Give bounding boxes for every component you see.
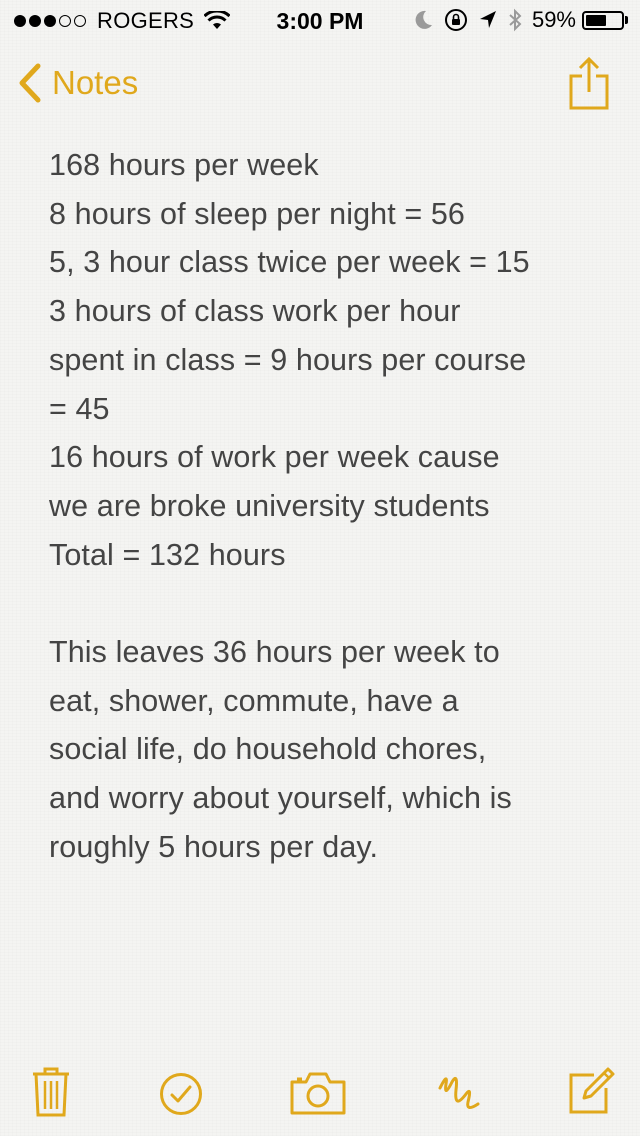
note-line: 3 hours of class work per hour (49, 294, 461, 329)
nav-bar (0, 40, 640, 128)
camera-icon (289, 1070, 347, 1116)
delete-button[interactable] (32, 1066, 70, 1123)
checkmark-circle-icon (159, 1072, 203, 1116)
sketch-button[interactable] (436, 1068, 482, 1121)
chevron-left-icon (16, 62, 42, 104)
note-line: 16 hours of work per week cause (49, 440, 500, 475)
carrier-name: ROGERS (97, 8, 195, 33)
back-button[interactable] (16, 62, 138, 104)
note-line: 5, 3 hour class twice per week = 15 (49, 245, 530, 280)
note-line: eat, shower, commute, have a (49, 683, 459, 718)
battery-icon (582, 11, 624, 30)
share-icon (568, 56, 610, 112)
camera-button[interactable] (289, 1070, 347, 1121)
note-line: we are broke university students (49, 488, 490, 523)
status-right (402, 7, 628, 33)
note-line: 8 hours of sleep per night = 56 (49, 196, 465, 231)
location-arrow-icon (478, 9, 498, 31)
battery-nub (625, 16, 628, 24)
note-blank-line (49, 579, 609, 628)
clock: 3:00 PM (276, 8, 364, 34)
note-line: = 45 (49, 391, 110, 426)
note-line: social life, do household chores, (49, 732, 487, 767)
share-button[interactable] (568, 56, 610, 117)
note-line: 168 hours per week (49, 148, 319, 182)
sketch-icon (436, 1068, 482, 1116)
rotation-lock-icon (444, 8, 468, 32)
note-body[interactable] (49, 141, 609, 872)
compose-icon (568, 1066, 616, 1116)
note-line: Total = 132 hours (49, 537, 286, 572)
note-line: This leaves 36 hours per week to (49, 635, 500, 670)
moon-icon (412, 9, 434, 31)
bottom-toolbar (0, 1050, 640, 1136)
status-bar (0, 0, 640, 40)
checklist-button[interactable] (159, 1072, 203, 1121)
compose-button[interactable] (568, 1066, 616, 1121)
battery-percent: 59% (531, 7, 576, 32)
note-line: spent in class = 9 hours per course (49, 342, 527, 377)
back-label: Notes (52, 64, 139, 101)
note-line: and worry about yourself, which is (49, 781, 512, 816)
bluetooth-icon (508, 8, 522, 32)
battery-fill (586, 15, 606, 26)
note-line: roughly 5 hours per day. (49, 829, 379, 864)
trash-icon (32, 1066, 70, 1118)
